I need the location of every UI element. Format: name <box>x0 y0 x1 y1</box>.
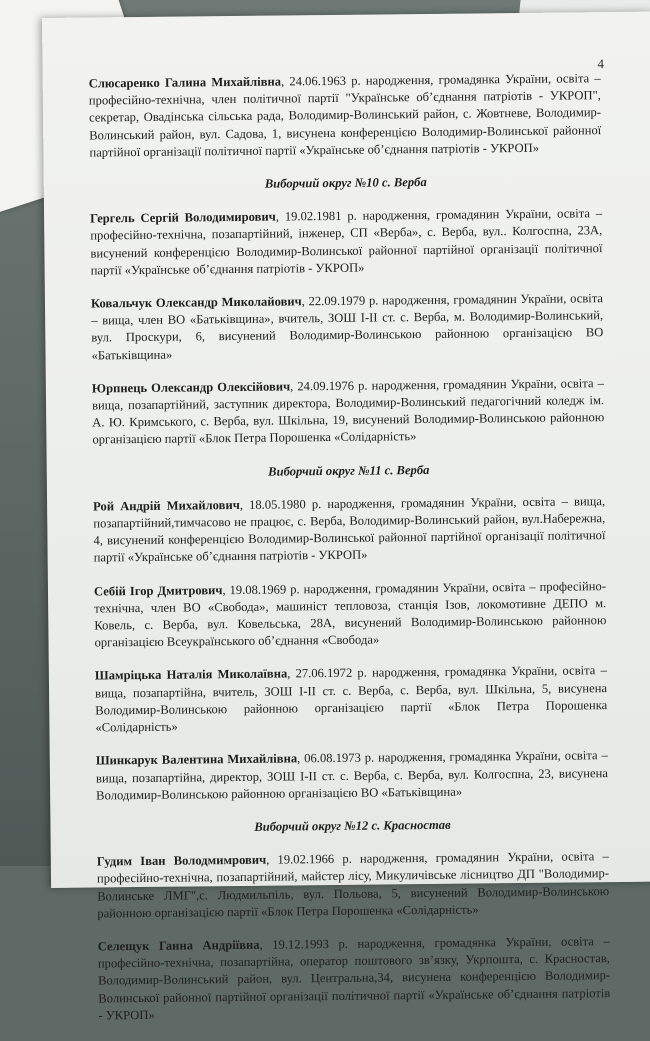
candidate-entry <box>96 747 609 804</box>
candidate-details: , 06.08.1973 р. народження, громадянка України, освіта – вища, позапартійна, директор, ЗОШ І-ІІ ст. с. Верба, с. Верба, вул. Колгоспна, 23, висунена Володимир-Волинською районною організацією ВО «Батьківщина» <box>95 748 609 803</box>
candidate-details: , 19.12.1993 р. народження, громадянка України, освіта – професійно-технічна, позапартійна, оператор поштового зв’язку, Укрпошта, с. Красностав, Володимир-Волинський район, вул. Центральна,34, висунена конференцією Володимир-Волинської районної партійної організації політичної партії «Українське об’єднання патріотів - УКРОП» <box>97 934 611 1023</box>
document-content <box>89 70 611 1040</box>
candidate-entry <box>95 663 608 737</box>
district-heading: Виборчий округ №10 с. Верба <box>264 174 427 191</box>
candidate-name: Селещук Ганна Андріївна <box>97 937 260 954</box>
candidate-entry <box>93 493 606 567</box>
document-page <box>42 12 650 1023</box>
candidate-name: Юрпнець Олександр Олексійович <box>91 379 291 396</box>
candidate-entry <box>97 848 610 922</box>
district-heading: Виборчий округ №12 с. Красностав <box>254 817 451 834</box>
candidate-name: Слюсаренко Галина Михайлівна <box>88 74 282 91</box>
candidate-name: Гудим Іван Володмимрович <box>96 852 267 869</box>
candidate-details: , 24.06.1963 р. народження, громадянка України, освіта – професійно-технічна, член політичної партії "Українське об’єднання патріотів - УКРОП", секретар, Овадінська сільська рада, Володимир-Волинський район, с. Жовтневе, Володимир-Волинський район, вул. Садова, 1, висунена конференцією Володимир-Волинської районної партійної організації політичної партії «Українське об’єднання патріотів - УКРОП» <box>88 71 602 160</box>
candidate-name: Ковальчук Олександр Миколайович <box>90 294 302 311</box>
candidate-entry <box>89 70 602 161</box>
candidate-name: Шамріцька Наталія Миколаївна <box>94 666 288 683</box>
candidate-details: , 22.09.1979 р. народження, громадянин України, освіта – вища, член ВО «Батьківщина», вчитель, ЗОШ І-ІІ ст. с. Верба, м. Володимир-Волинський, вул. Проскури, 6, висунений Володимир-Волинською районною організацією ВО «Батьківщина» <box>91 291 604 363</box>
candidate-entry <box>98 933 611 1024</box>
candidate-details: , 27.06.1972 р. народження, громадянка України, освіта – вища, позапартійна, вчитель, ЗОШ І-ІІ ст. с. Верба, с. Верба, вул. Шкільна, 5, висунена Володимир-Волинською районною організацією партії «Блок Петра Порошенка «Солідарність» <box>94 663 608 735</box>
candidate-name: Шинкарук Валентина Михайлівна <box>95 751 298 768</box>
candidate-name: Себій Ігор Дмитрович <box>93 582 223 599</box>
candidate-details: , 24.09.1976 р. народження, громадянин України, освіта – вища, позапартійний, заступник директора, Володимир-Волинський педагогічний коледж ім. А. Ю. Кримського, с. Верба, вул. Шкільна, 19, висунений Володимир-Волинською районною організацією партії «Блок Петра Порошенка «Солідарність» <box>91 375 605 447</box>
page-number: 4 <box>597 56 605 72</box>
candidate-entry <box>94 578 607 652</box>
candidate-name: Гергель Сергій Володимирович <box>90 209 276 226</box>
candidate-details: , 18.05.1980 р. народження, громадянин України, освіта – вища, позапартійний,тимчасово не працює, с. Верба, Володимир-Волинський район, вул.Набережна, 4, висунений конференцією Володимир-Волинської районної партійної організації політичної партії «Українське об’єднання патріотів - УКРОП» <box>93 493 606 565</box>
candidate-entry <box>90 205 603 279</box>
candidate-details: , 19.02.1966 р. народження, громадянин України, освіта – професійно-технічна, позапартійний, майстер лісу, Микуличівське лісництво ДП "Володимир-Волинське ЛМГ",с. Людмильпіль, вул. Польова, 5, висунений Володимир-Волинською районною організацією партії «Блок Петра Порошенка «Солідарність» <box>96 849 610 921</box>
candidate-details: , 19.08.1969 р. народження, громадянин України, освіта – професійно-технічна, член ВО «Свобода», машиніст тепловоза, станція Ізов, локомотивне ДЕПО м. Ковель, с. Верба, вул. Ковельська, 28А, висунений Володимир-Волинською районною організацією Всеукраїнського об’єднання «Свобода» <box>94 578 607 650</box>
district-heading: Виборчий округ №11 с. Верба <box>268 462 430 479</box>
candidate-details: , 19.02.1981 р. народження, громадянин України, освіта – професійно-технічна, позапартійний, інженер, СП «Верба», с. Верба, вул.. Колгоспна, 23А, висунений конференцією Володимир-Волинської районної партійної організації політичної партії «Українське об’єднання патріотів - УКРОП» <box>90 206 603 278</box>
candidate-entry <box>91 290 604 364</box>
candidate-name: Рой Андрій Михайлович <box>93 497 240 514</box>
candidate-entry <box>92 375 605 449</box>
